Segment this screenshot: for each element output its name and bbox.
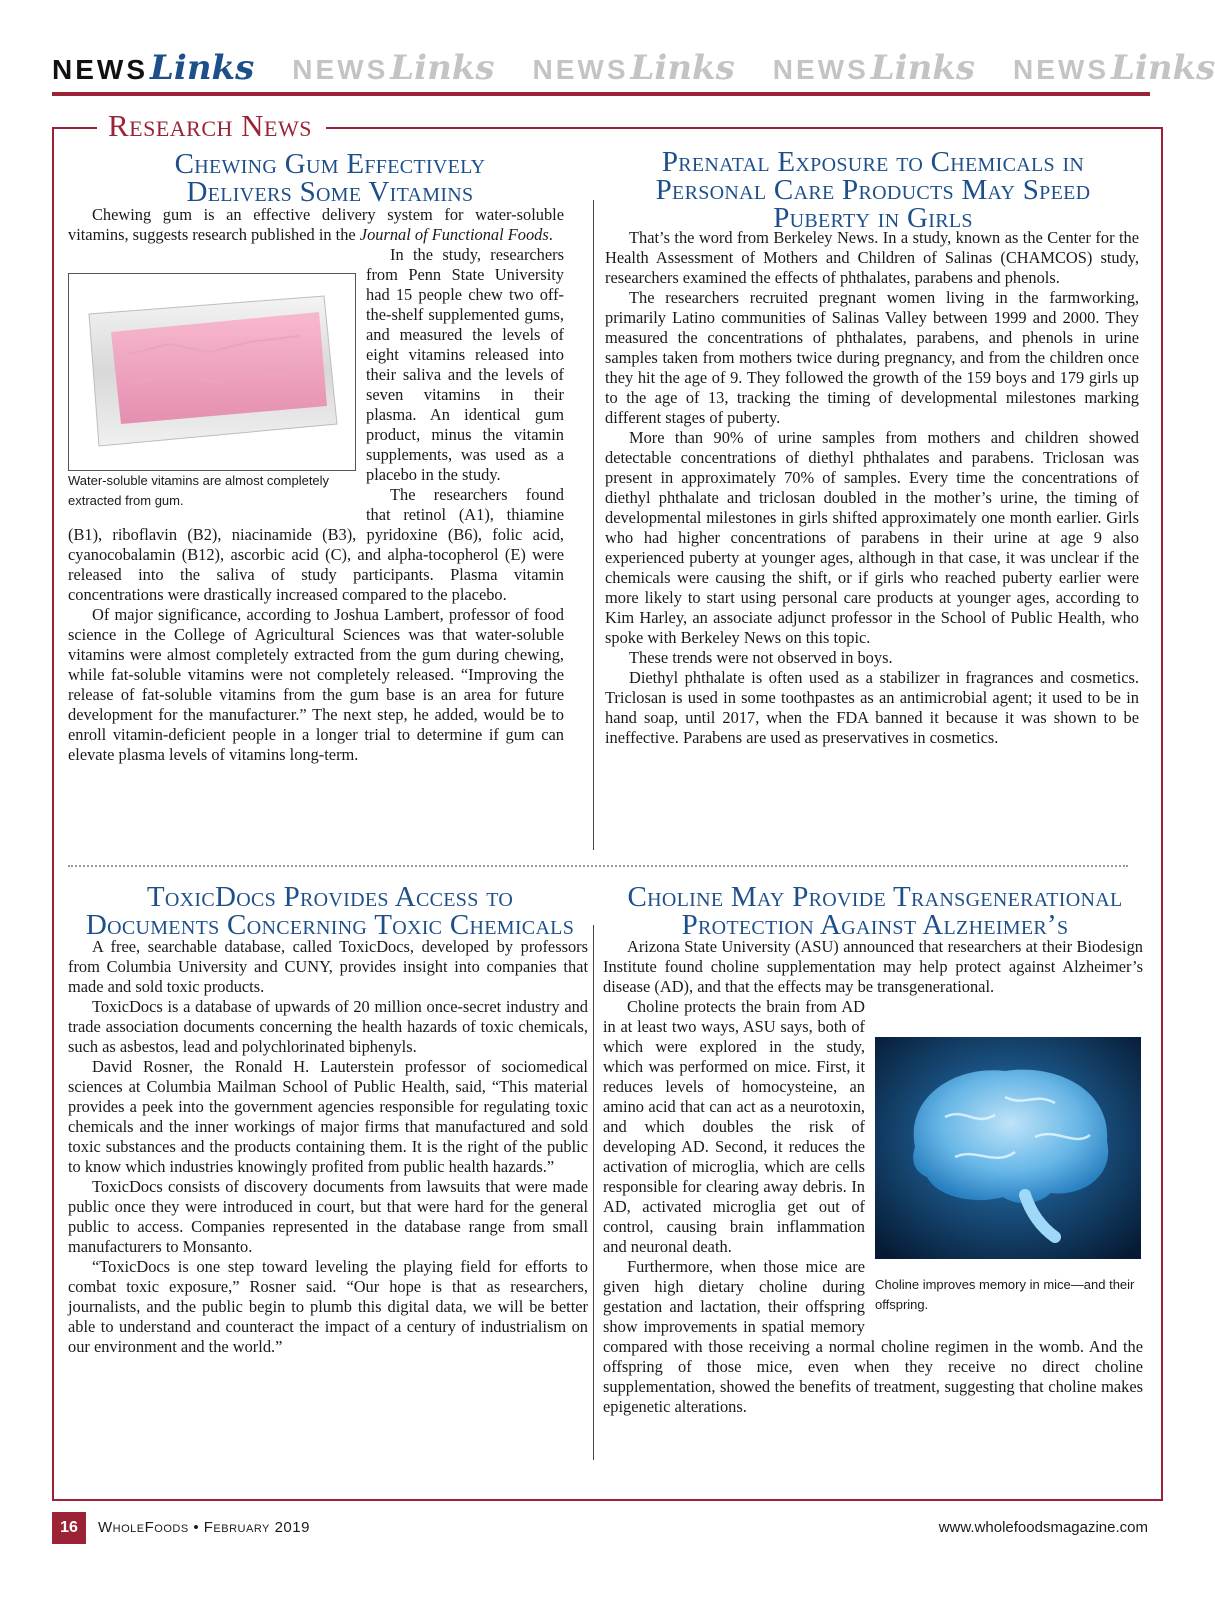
paragraph: These trends were not observed in boys. [629,648,893,667]
gum-photo [68,273,356,471]
masthead [52,30,1215,88]
page-number: 16 [52,1512,86,1544]
brain-icon [875,1037,1141,1259]
masthead-ghost-logo: NEWS Links [532,48,735,88]
paragraph: ToxicDocs consists of discovery documents from lawsuits that were made public once they were introduced in court, but that were hard for the general public to access. Companies represented in the database range from small manufacturers to Monsanto. [68,1177,588,1256]
paragraph: The researchers recruited pregnant women living in the farmworking, primarily Latino communities of Salinas Valley between 1999 and 2000. They measured the concentrations of phthalates, parabens, and phenols in urine samples taken from mothers twice during pregnancy, and from the children once they hit the age of 9. They followed the growth of the 159 boys and 179 girls up to the age of 13, tracking the timing of developmental milestones marking different stages of puberty. [605,288,1139,427]
masthead-ghost-logo: NEWS Links [292,48,495,88]
website-url[interactable]: www.wholefoodsmagazine.com [938,1519,1148,1536]
paragraph: “ToxicDocs is one step toward leveling the playing field for efforts to combat toxic exposure,” Rosner said. “Our hope is that as researchers, journalists, and the public begin to plumb this digital data, we will be better able to understand and counteract the impact of a century of industrialism on our environment and the world.” [68,1257,588,1356]
paragraph: Diethyl phthalate is often used as a stabilizer in fragrances and cosmetics. Triclosan is used in some toothpastes as an antimicrobial agent; it used to be in hand soap, until 2017, when the FDA banned it because it was shown to be ineffective. Parabens are used as preservatives in cosmetics. [605,668,1139,747]
article-separator [68,865,1128,867]
brain-caption: Choline improves memory in mice—and their offspring. [875,1277,1135,1312]
paragraph: David Rosner, the Ronald H. Lauterstein professor of sociomedical sciences at Columbia Mailman School of Public Health, said, “This material provides a peek into the government agencies responsible for regulating toxic chemicals and the inner workings of major firms that manufactured and sold toxic substances and the products containing them. It is the right of the public to know which industries knowingly profited from public health hazards.” [68,1057,588,1176]
paragraph: Choline protects the brain from AD in at least two ways, ASU says, both of which were explored in the study, which was performed on mice. First, it reduces levels of homocysteine, an amino acid that can act as a neurotoxin, and which doubles the risk of developing AD. Second, it reduces the activation of microglia, which are cells responsible for clearing away debris. In AD, activated microglia get out of control, causing brain inflammation and neuronal death. [603,997,865,1256]
masthead-ghost-logo: NEWS Links [1013,48,1215,88]
headline-toxicdocs: ToxicDocs Provides Access to Documents Concerning Toxic Chemicals [85,881,575,941]
article-chewing-gum [68,205,564,765]
paragraph: The researchers found that retinol (A1), thiamine (B1), riboflavin (B2), niacinamide (B3), pyridoxine (B6), folic acid, cyanocobalamin (B12), ascorbic acid (C), and alpha-tocopherol (E) were released into the saliva of study participants. Plasma vitamin concentrations were drastically increased compared to the placebo. [68,485,564,604]
masthead-rule [52,92,1150,96]
column-divider [593,200,594,850]
headline-choline: Choline May Provide Transgenerational Protection Against Alzheimer’s [627,881,1123,941]
brain-figure [875,1037,1143,1315]
paragraph: Of major significance, according to Joshua Lambert, professor of food science in the College of Agricultural Sciences was that water-soluble vitamins were almost completely extracted from the gum during chewing, while fat-soluble vitamins were not completely released. “Improving the release of fat-soluble vitamins from the gum base is an area for future development for the manufacturer.” The next step, he added, would be to enroll vitamin-deficient people in a longer trial to determine if gum can elevate plasma levels of vitamins long-term. [68,605,564,764]
article-prenatal-exposure [605,228,1139,748]
brain-photo [875,1037,1141,1259]
frame-top-rule [326,127,1161,129]
page-footer [52,1512,1162,1544]
magazine-issue: WholeFoods • February 2019 [98,1519,310,1536]
paragraph: More than 90% of urine samples from mothers and children showed detectable concentrations of diethyl phthalates and parabens. Triclosan was present in approximately 70% of samples. Every time the concentrations of diethyl phthalate and triclosan doubled in the mother’s urine, the timing of developmental milestones in girls shifted approximately one month earlier. Girls who had higher concentrations of parabens in their urine at age 9 also experienced puberty at younger ages, although in that case, it was unclear if the chemicals were causing the shift, or if girls who reached puberty earlier were more likely to start using personal care products at younger ages, according to Kim Harley, an associate adjunct professor in the School of Public Health, who spoke with Berkeley News on this topic. [605,428,1139,647]
frame-top-rule [52,127,97,129]
headline-prenatal-exposure: Prenatal Exposure to Chemicals in Personal Care Products May Speed Puberty in Girls [655,146,1091,234]
gum-wrap [68,245,564,605]
paragraph: Furthermore, when those mice are given high dietary choline during gestation and lactation, their offspring show improvements in spatial memory compared with those receiving a normal choline regimen in the womb. And the offspring of those mice, even when they receive no direct choline supplementation, showed the benefits of treatment, suggesting that choline makes epigenetic alterations. [603,1257,1143,1416]
paragraph: Arizona State University (ASU) announced that researchers at their Biodesign Institute found choline supplementation may help protect against Alzheimer’s disease (AD), and that the effects may be transgenerational. [603,937,1143,996]
paragraph: A free, searchable database, called ToxicDocs, developed by professors from Columbia University and CUNY, provides insight into companies that made and sold toxic products. [68,937,588,996]
headline-chewing-gum: Chewing Gum Effectively Delivers Some Vitamins [174,148,486,208]
section-label: Research News [108,108,312,143]
paragraph: Chewing gum is an effective delivery system for water-soluble vitamins, suggests research published in the Journal of Functional Foods. [68,205,564,244]
masthead-ghost-logo: NEWS Links [772,48,975,88]
paragraph: ToxicDocs is a database of upwards of 20 million once-secret industry and trade association documents concerning the health hazards of toxic chemicals, such as asbestos, lead and polychlorinated biphenyls. [68,997,588,1056]
paragraph: In the study, researchers from Penn State University had 15 people chew two off-the-shelf supplemented gums, and measured the levels of eight vitamins released into their saliva and the levels of seven vitamins in their plasma. An identical gum product, minus the vitamin supplements, was used as a placebo in the study. [366,245,564,484]
masthead-logo: NEWS Links [52,48,255,88]
gum-caption: Water-soluble vitamins are almost completely extracted from gum. [68,473,330,508]
article-toxicdocs [68,937,588,1357]
paragraph: That’s the word from Berkeley News. In a study, known as the Center for the Health Assessment of Mothers and Children of Salinas (CHAMCOS) study, researchers examined the effects of phthalates, parabens and phenols. [605,228,1139,287]
gum-icon [69,274,355,470]
column-divider [593,925,594,1460]
gum-figure [68,273,356,511]
article-choline [603,937,1143,1417]
